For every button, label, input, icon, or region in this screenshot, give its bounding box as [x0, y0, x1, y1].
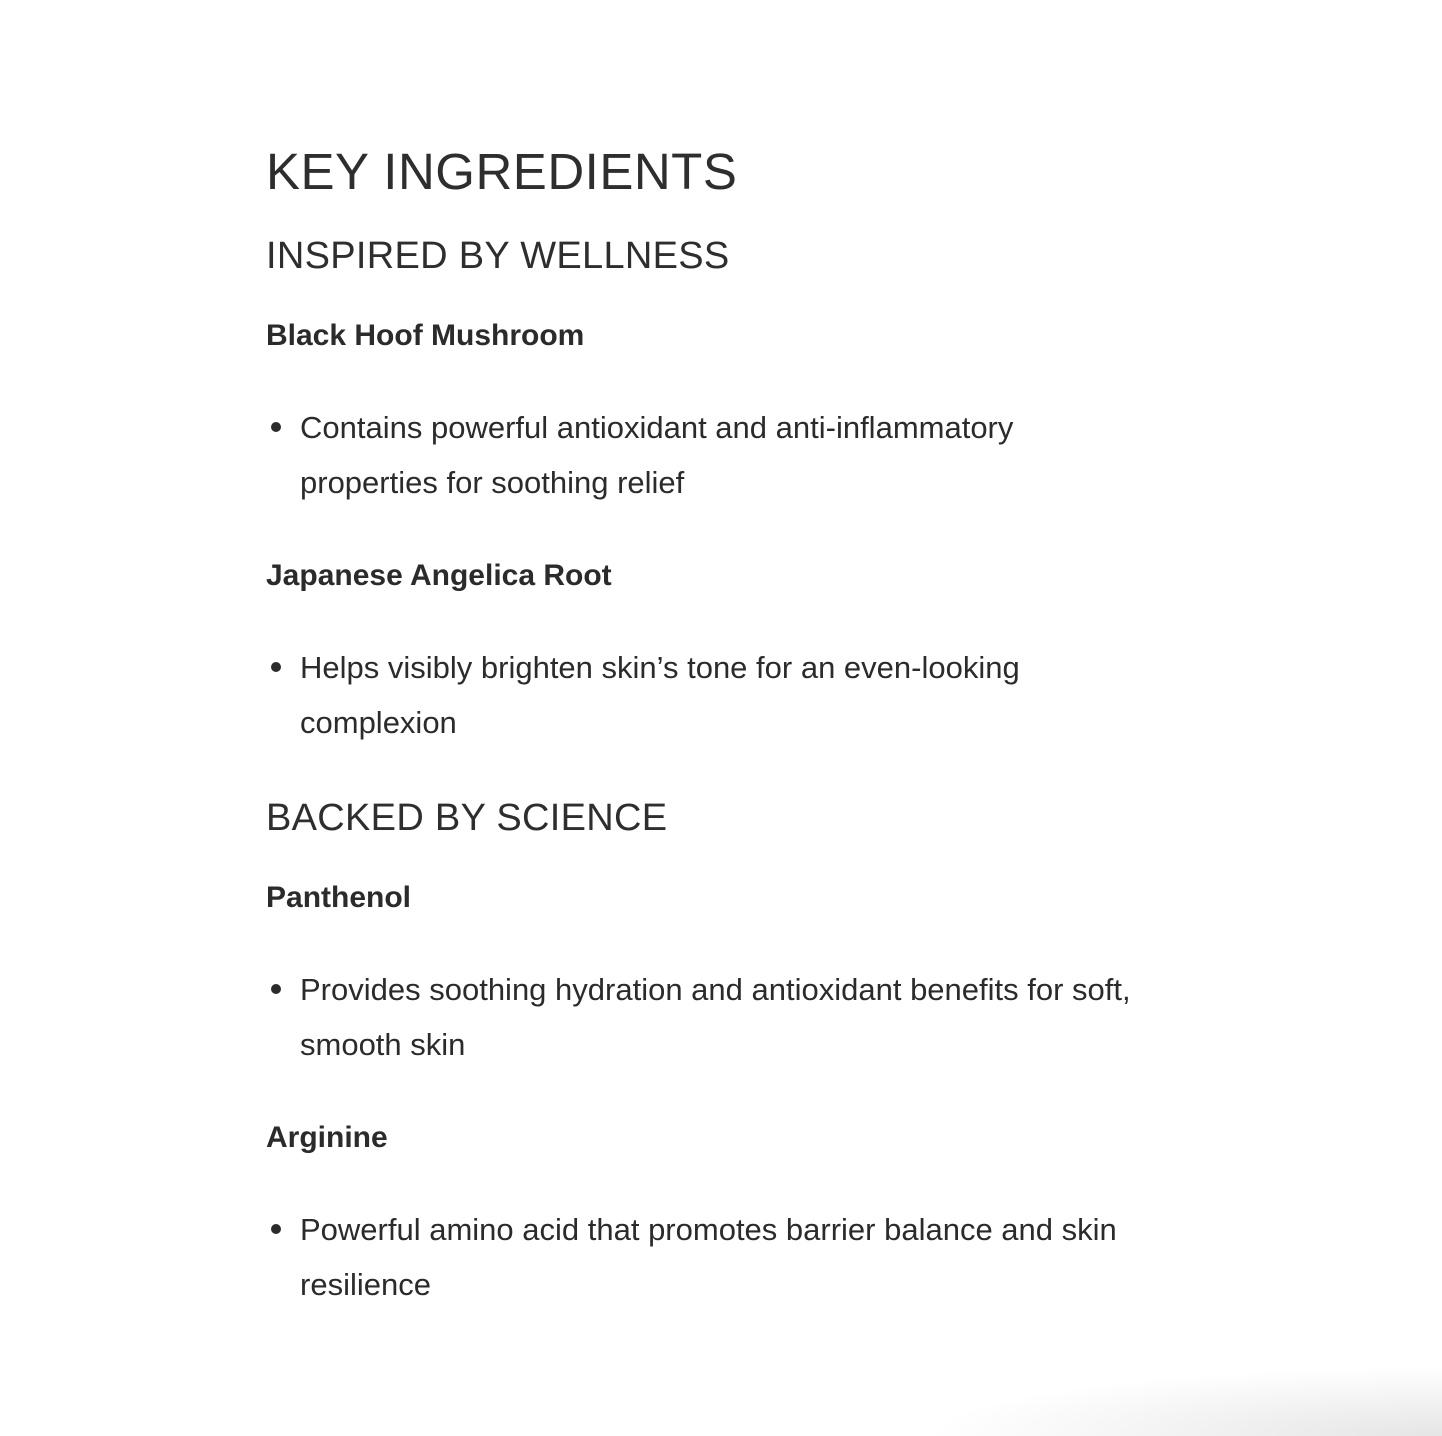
corner-shadow — [922, 1366, 1442, 1436]
ingredient-black-hoof-mushroom — [266, 318, 1146, 510]
section-heading: BACKED BY SCIENCE — [266, 797, 668, 839]
section-backed-by-science — [266, 794, 1146, 1312]
ingredient-benefits-list — [266, 962, 1146, 1072]
ingredient-benefits-list — [266, 400, 1146, 510]
ingredient-name: Japanese Angelica Root — [266, 559, 612, 592]
key-ingredients-content — [266, 140, 1146, 1312]
list-item: Helps visibly brighten skin’s tone for an even-looking complexion — [266, 640, 1146, 750]
list-item: Provides soothing hydration and antioxidant benefits for soft, smooth skin — [266, 962, 1146, 1072]
ingredient-arginine — [266, 1120, 1146, 1312]
section-inspired-by-wellness — [266, 232, 1146, 750]
ingredient-benefits-list — [266, 1202, 1146, 1312]
ingredient-japanese-angelica-root — [266, 558, 1146, 750]
ingredient-name: Black Hoof Mushroom — [266, 319, 585, 352]
ingredient-panthenol — [266, 880, 1146, 1072]
section-heading: INSPIRED BY WELLNESS — [266, 235, 730, 277]
list-item: Contains powerful antioxidant and anti-inflammatory properties for soothing relief — [266, 400, 1146, 510]
ingredient-name: Panthenol — [266, 881, 412, 914]
ingredient-benefits-list — [266, 640, 1146, 750]
ingredient-name: Arginine — [266, 1121, 388, 1154]
list-item: Powerful amino acid that promotes barrier balance and skin resilience — [266, 1202, 1146, 1312]
page-title: KEY INGREDIENTS — [266, 143, 738, 200]
